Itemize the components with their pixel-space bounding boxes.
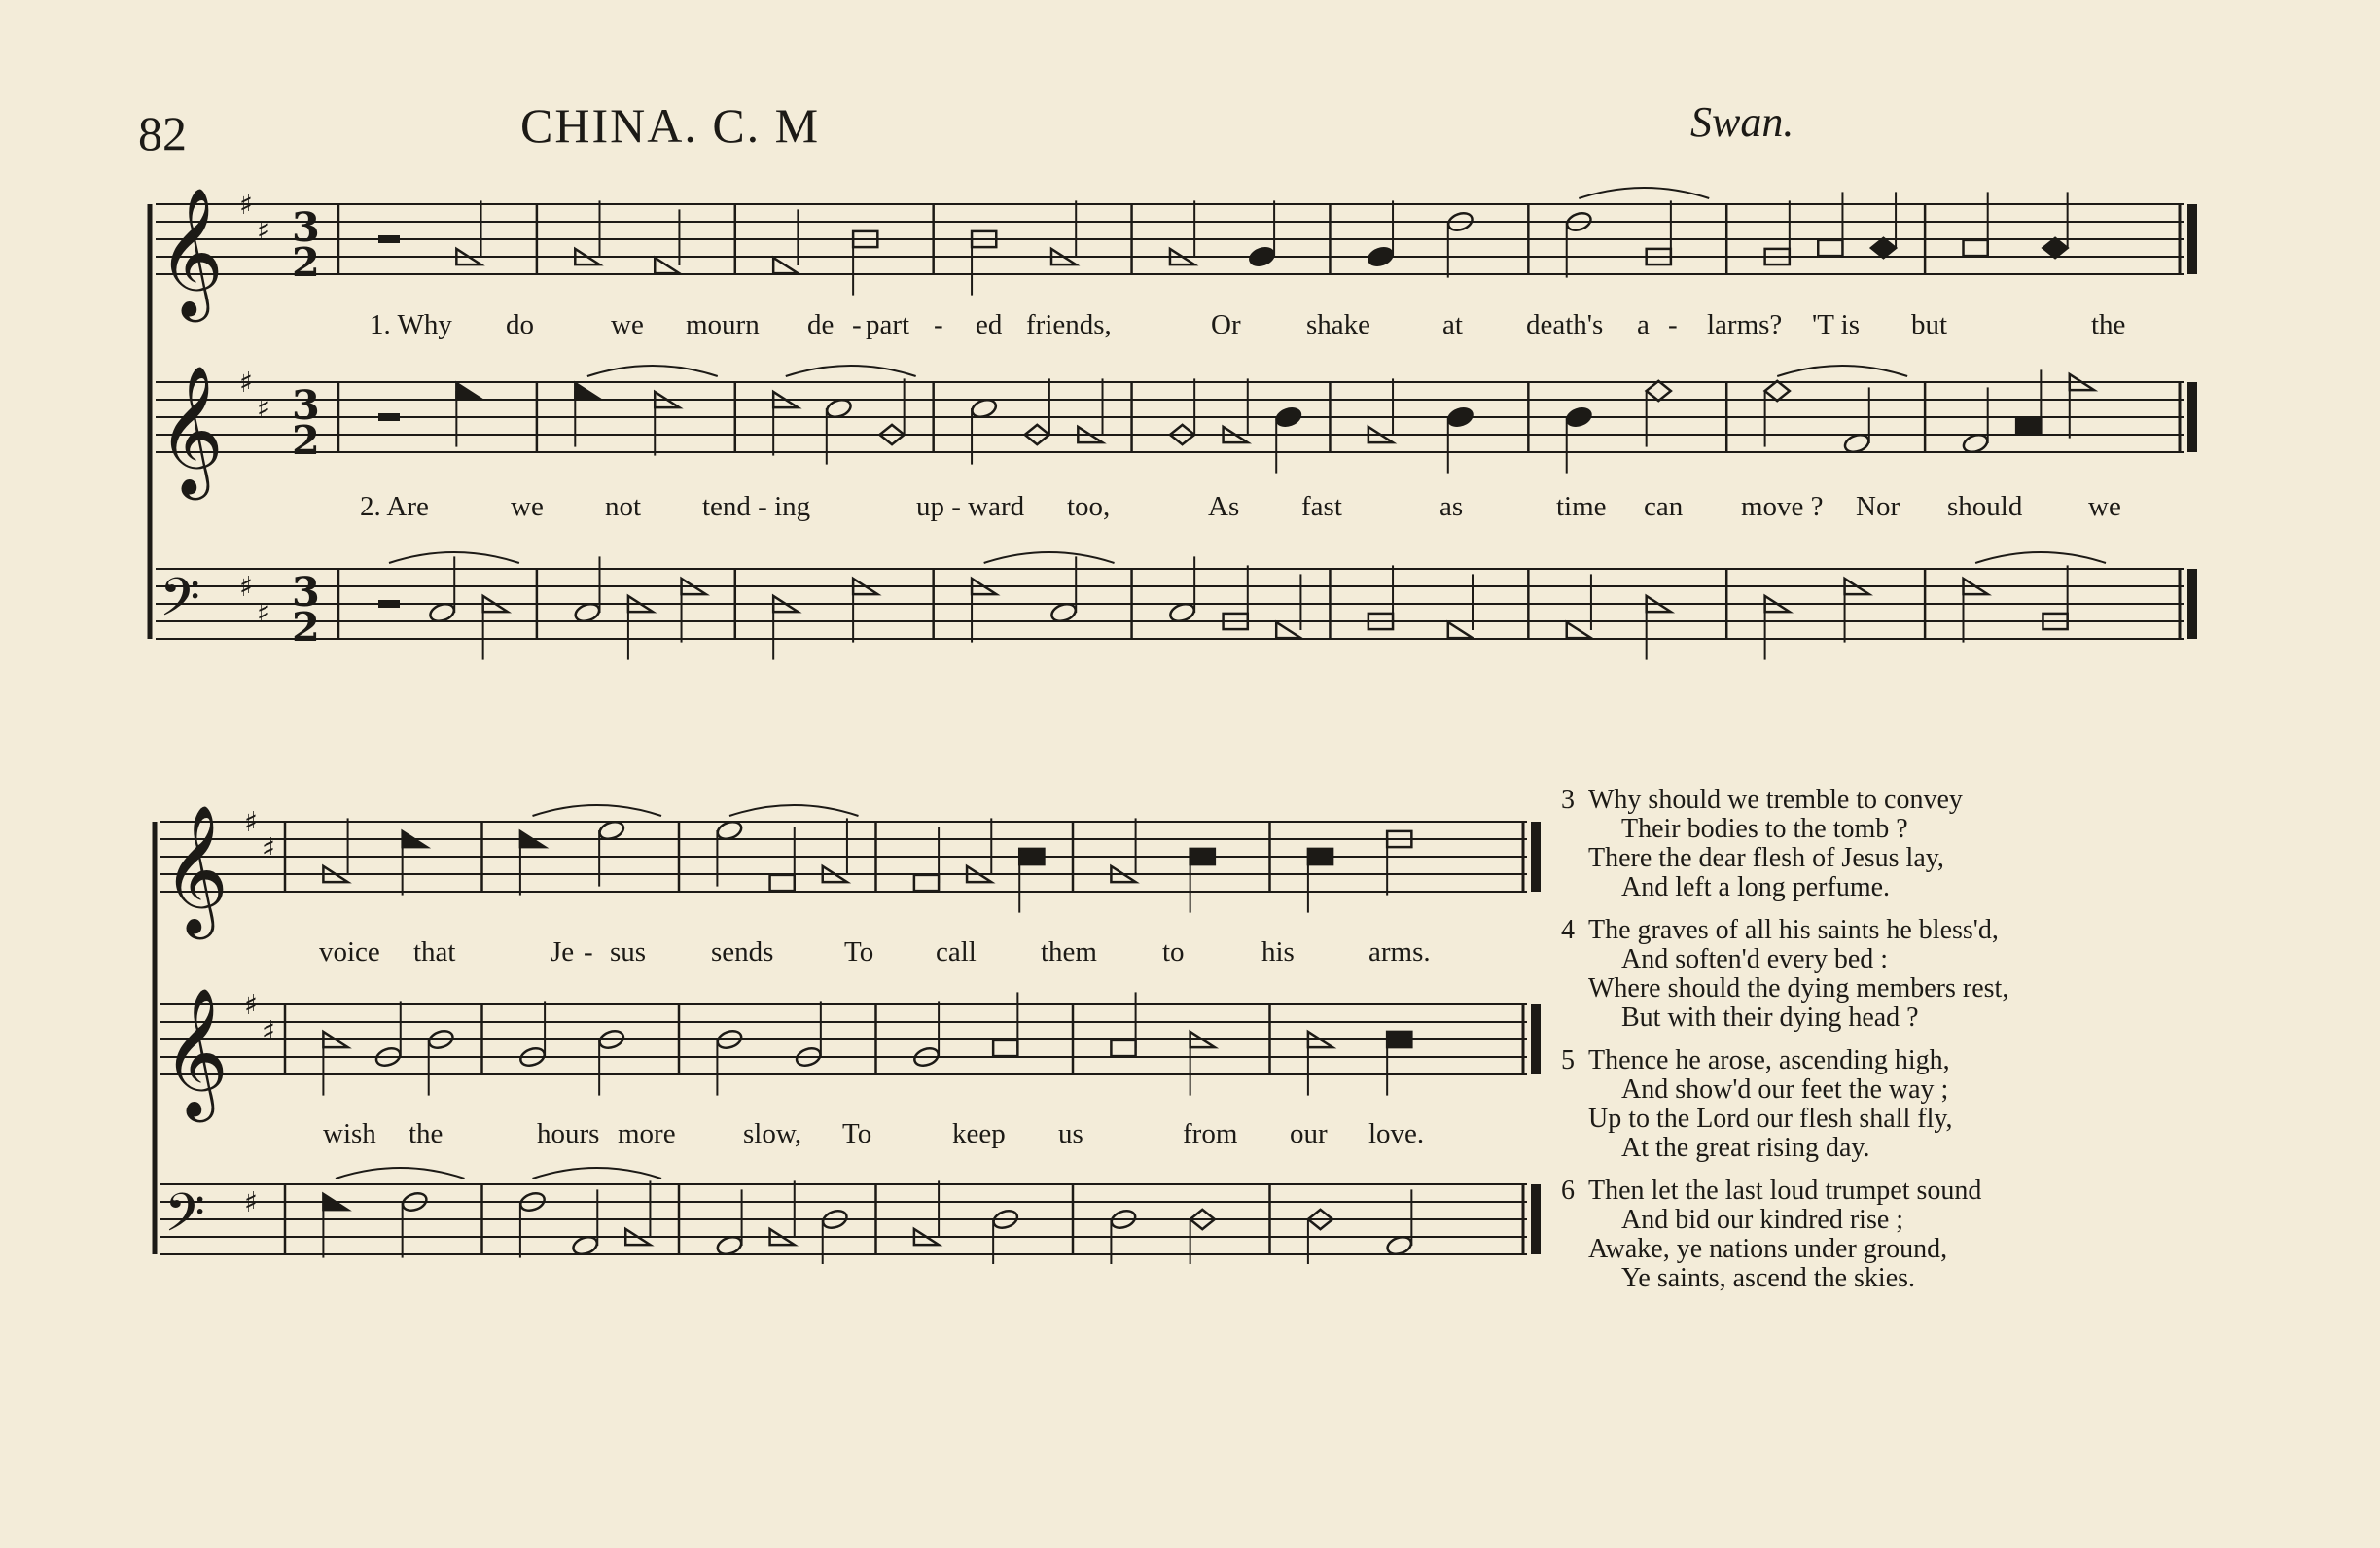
lyric-syllable: death's <box>1526 309 1604 340</box>
lyric-syllable: Je <box>551 936 575 968</box>
stanza-line: Then let the last loud trumpet sound <box>1588 1176 1982 1206</box>
music-system-1 <box>0 175 2380 661</box>
final-barline-thick <box>1531 1184 1541 1254</box>
sharp-icon: ♯ <box>239 569 253 603</box>
slur <box>1777 366 1907 376</box>
time-signature-top: 3 <box>292 203 320 251</box>
lyric-syllable: friends, <box>1026 309 1112 340</box>
note-head <box>1019 849 1044 864</box>
bass-clef-icon: 𝄢 <box>160 568 200 641</box>
stanza-line: The graves of all his saints he bless'd, <box>1588 915 1999 945</box>
lyric-syllable: slow, <box>743 1118 802 1149</box>
note-head <box>1276 622 1300 638</box>
final-barline-thick <box>2187 382 2197 452</box>
time-signature-bottom: 2 <box>292 238 320 286</box>
lyric-syllable: but <box>1911 309 1948 340</box>
lyric-syllable: mourn <box>686 309 760 340</box>
half-rest <box>378 600 400 608</box>
note-head <box>1765 381 1790 401</box>
music-system-2 <box>0 778 1576 1264</box>
stanza-line: Why should we tremble to convey <box>1588 785 1963 815</box>
page-number: 82 <box>138 106 187 160</box>
time-signature-top: 3 <box>292 381 320 429</box>
sharp-icon: ♯ <box>257 595 270 629</box>
note-head <box>1871 238 1896 258</box>
note-head <box>2043 238 2067 258</box>
lyric-syllable: too, <box>1067 491 1111 522</box>
lyric-syllable: de <box>807 309 835 340</box>
time-signature-bottom: 2 <box>292 603 320 651</box>
note-head <box>1190 849 1215 864</box>
lyric-syllable: we <box>611 309 644 340</box>
sharp-icon: ♯ <box>239 187 253 221</box>
sharp-icon: ♯ <box>262 830 275 864</box>
slur <box>729 805 859 816</box>
stanza-line: There the dear flesh of Jesus lay, <box>1588 843 1944 873</box>
final-barline-thick <box>1531 822 1541 892</box>
stanza-line: And show'd our feet the way ; <box>1621 1074 1949 1105</box>
lyric-syllable: should <box>1947 491 2023 522</box>
lyric-syllable: sus <box>610 936 647 968</box>
lyric-syllable: To <box>842 1118 872 1149</box>
lyric-syllable: tend - ing <box>702 491 811 522</box>
lyric-syllable: at <box>1442 309 1463 340</box>
stanza-line: And left a long perfume. <box>1621 872 1891 902</box>
stanza-number: 6 <box>1561 1176 1575 1206</box>
lyric-syllable: fast <box>1301 491 1342 522</box>
lyric-syllable: not <box>605 491 642 522</box>
time-signature-bottom: 2 <box>292 416 320 464</box>
slur <box>336 1168 465 1179</box>
lyric-syllable: a <box>1637 309 1650 340</box>
stanza-line: At the great rising day. <box>1621 1133 1870 1163</box>
lyric-syllable: that <box>413 936 456 968</box>
lyric-syllable: As <box>1208 491 1240 522</box>
hymn-title: CHINA. C. M <box>520 98 821 153</box>
note-head <box>1448 622 1473 638</box>
note-head <box>1387 1032 1411 1047</box>
lyric-syllable: shake <box>1306 309 1371 340</box>
slur <box>533 1168 662 1179</box>
lyric-syllable: ed <box>976 309 1003 340</box>
stanza-line: Up to the Lord our flesh shall fly, <box>1588 1104 1953 1134</box>
lyric-syllable: call <box>936 936 977 968</box>
stanza-3 <box>1561 786 2184 902</box>
lyric-syllable: the <box>409 1118 444 1149</box>
final-barline-thick <box>2187 204 2197 274</box>
stanza-line: Thence he arose, ascending high, <box>1588 1045 1950 1075</box>
slur <box>1579 188 1709 198</box>
slur <box>984 552 1115 563</box>
treble-clef-icon: 𝄞 <box>162 987 230 1117</box>
lyric-syllable: 2. Are <box>360 491 429 522</box>
lyric-syllable: - <box>584 936 593 968</box>
note-head <box>1274 405 1302 429</box>
treble-clef-icon: 𝄞 <box>162 804 230 934</box>
lyric-syllable: the <box>2091 309 2126 340</box>
lyric-syllable: To <box>844 936 874 968</box>
sharp-icon: ♯ <box>262 1013 275 1047</box>
lyric-syllable: keep <box>952 1118 1006 1149</box>
note-head <box>1446 405 1474 429</box>
note-head <box>1367 245 1395 268</box>
note-head <box>1647 381 1671 401</box>
lyric-syllable: Nor <box>1856 491 1900 522</box>
sharp-icon: ♯ <box>244 804 258 838</box>
treble-clef-icon: 𝄞 <box>158 365 225 495</box>
stanza-line: Ye saints, ascend the skies. <box>1621 1263 1916 1293</box>
lyric-syllable: wish <box>323 1118 376 1149</box>
lyric-syllable: move ? <box>1741 491 1824 522</box>
stanza-number: 4 <box>1561 915 1575 945</box>
lyric-syllable: do <box>506 309 534 340</box>
stanza-line: And soften'd every bed : <box>1621 944 1889 974</box>
note-head <box>575 383 599 399</box>
sharp-icon: ♯ <box>244 987 258 1021</box>
stanza-line: Their bodies to the tomb ? <box>1621 814 1908 844</box>
note-head <box>1308 849 1332 864</box>
lyric-syllable: 1. Why <box>370 309 452 340</box>
additional-stanzas <box>1561 786 2184 1307</box>
composer-name: Swan. <box>1690 98 1794 146</box>
lyric-syllable: 'T is <box>1812 309 1861 340</box>
note-head <box>1818 240 1842 256</box>
stanza-number: 3 <box>1561 785 1575 815</box>
treble-clef-icon: 𝄞 <box>158 187 225 317</box>
slur <box>786 366 916 376</box>
lyric-syllable: up - ward <box>916 491 1025 522</box>
lyric-syllable: - <box>1668 309 1678 340</box>
lyric-syllable: can <box>1644 491 1684 522</box>
stanza-4 <box>1561 916 2184 1033</box>
note-head <box>770 875 795 891</box>
stanza-number: 5 <box>1561 1045 1575 1075</box>
lyric-syllable: his <box>1261 936 1295 968</box>
sharp-icon: ♯ <box>257 391 270 425</box>
lyric-syllable: our <box>1290 1118 1328 1149</box>
lyric-syllable: we <box>511 491 544 522</box>
lyric-syllable: - <box>934 309 943 340</box>
sharp-icon: ♯ <box>244 1184 258 1218</box>
lyric-syllable: us <box>1058 1118 1083 1149</box>
note-head <box>1565 405 1593 429</box>
lyric-syllable: part <box>866 309 910 340</box>
final-barline-thick <box>1531 1004 1541 1074</box>
lyric-syllable: - <box>852 309 862 340</box>
stanza-5 <box>1561 1046 2184 1163</box>
final-barline-thick <box>2187 569 2197 639</box>
note-head <box>2016 418 2041 434</box>
lyric-syllable: Or <box>1211 309 1241 340</box>
half-rest <box>378 235 400 243</box>
note-head <box>1111 1040 1135 1056</box>
stanza-line: And bid our kindred rise ; <box>1621 1205 1904 1235</box>
note-head <box>456 383 480 399</box>
note-head <box>914 875 939 891</box>
lyric-syllable: love. <box>1368 1118 1425 1149</box>
stanza-6 <box>1561 1177 2184 1293</box>
half-rest <box>378 413 400 421</box>
slur <box>533 805 662 816</box>
lyric-syllable: we <box>2088 491 2121 522</box>
lyric-syllable: more <box>618 1118 676 1149</box>
lyric-syllable: time <box>1556 491 1607 522</box>
lyric-syllable: larms? <box>1707 309 1783 340</box>
time-signature-top: 3 <box>292 568 320 616</box>
note-head <box>773 258 798 273</box>
lyric-syllable: from <box>1183 1118 1238 1149</box>
lyric-syllable: as <box>1439 491 1464 522</box>
bass-clef-icon: 𝄢 <box>164 1183 205 1256</box>
note-head <box>1248 245 1276 268</box>
note-head <box>655 258 679 273</box>
sharp-icon: ♯ <box>257 213 270 247</box>
lyric-syllable: to <box>1162 936 1185 968</box>
slur <box>587 366 718 376</box>
sharp-icon: ♯ <box>239 365 253 399</box>
lyric-syllable: voice <box>319 936 380 968</box>
lyric-syllable: arms. <box>1368 936 1431 968</box>
slur <box>1975 552 2106 563</box>
lyric-syllable: sends <box>711 936 774 968</box>
stanza-line: Awake, ye nations under ground, <box>1588 1234 1948 1264</box>
note-head <box>1567 622 1591 638</box>
note-head <box>1964 240 1988 256</box>
stanza-line: But with their dying head ? <box>1621 1003 1919 1033</box>
lyric-syllable: them <box>1041 936 1097 968</box>
stanza-line: Where should the dying members rest, <box>1588 973 2009 1003</box>
lyric-syllable: hours <box>537 1118 600 1149</box>
note-head <box>993 1040 1017 1056</box>
